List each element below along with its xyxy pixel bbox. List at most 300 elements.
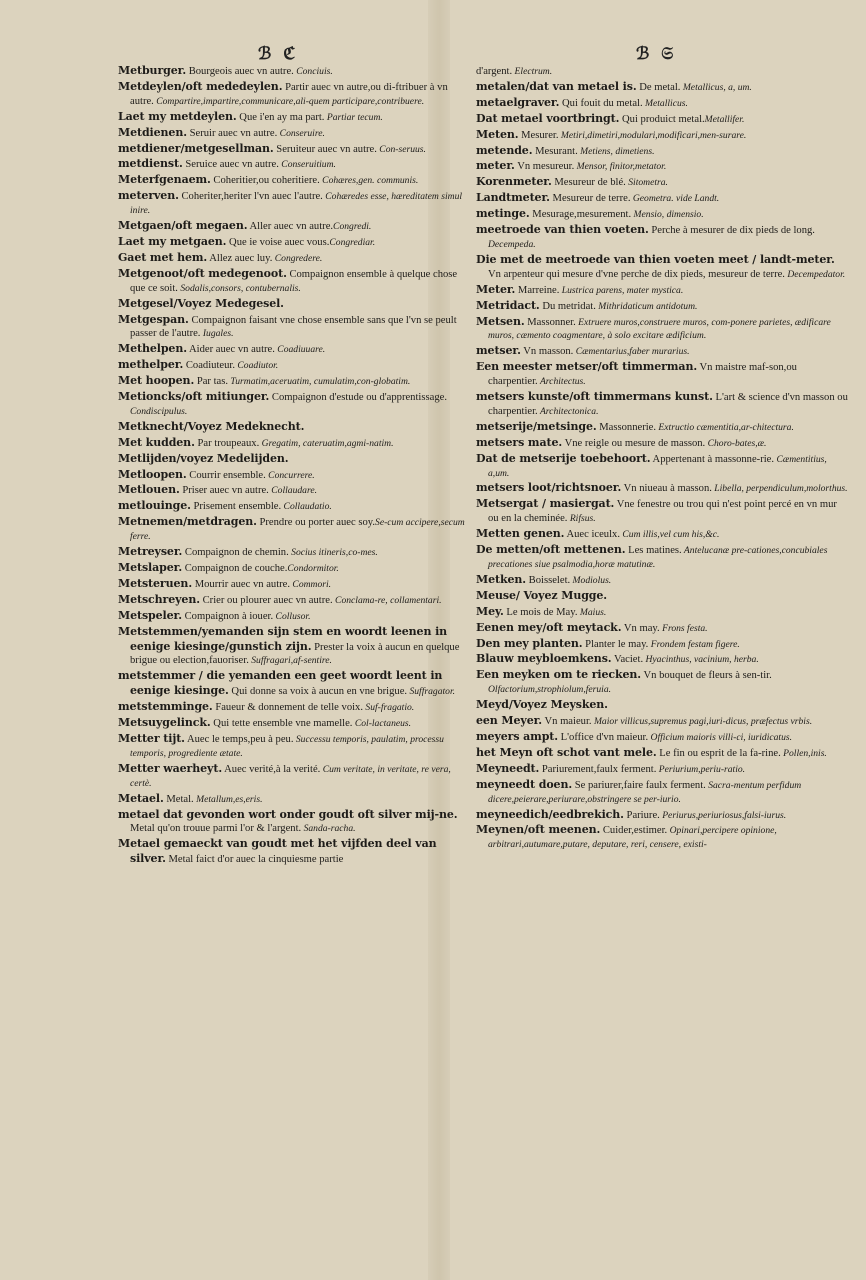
headword: metaelgraver. bbox=[476, 95, 560, 109]
latin-definition: Con-seruus. bbox=[376, 143, 426, 155]
french-definition: Massonnerie. bbox=[596, 421, 657, 433]
dictionary-entry bbox=[476, 360, 848, 389]
headword: Meten. bbox=[476, 127, 519, 141]
french-definition: Vne fenestre ou trou qui n'est point percé en vn mur ou en la cheminée. bbox=[488, 499, 837, 525]
french-definition: Coheriter,heriter l'vn auec l'autre. bbox=[178, 191, 323, 203]
french-definition: Vn niueau à masson. bbox=[621, 483, 712, 495]
latin-definition: Concurrere. bbox=[265, 469, 315, 481]
headword: Metgaen/oft megaen. bbox=[118, 219, 248, 233]
headword: meter. bbox=[476, 159, 515, 173]
dictionary-entry bbox=[476, 621, 848, 636]
dictionary-entry bbox=[476, 668, 848, 697]
french-definition: Qui tette ensemble vne mamelle. bbox=[210, 718, 353, 730]
french-definition: Coheritier,ou coheritiere. bbox=[210, 175, 320, 187]
latin-definition: Cum veritate, in veritate, re vera, certè. bbox=[130, 763, 451, 789]
french-definition: Compaignon faisant vne chose ensemble sans que l'vn se peult passer de l'autre. bbox=[130, 314, 457, 340]
headword: Laet my metgaen. bbox=[118, 234, 227, 248]
latin-definition: Metiri,dimetiri,modulari,modificari,men-surare. bbox=[558, 129, 747, 141]
dictionary-entry bbox=[118, 267, 466, 296]
headword: Metnemen/metdragen. bbox=[118, 515, 257, 529]
latin-definition: Architectonica. bbox=[537, 405, 599, 417]
dictionary-entry bbox=[118, 142, 466, 157]
dictionary-entry bbox=[118, 452, 466, 467]
french-definition: Boisselet. bbox=[526, 574, 571, 586]
french-definition: De metal. bbox=[636, 81, 681, 93]
french-definition: Auec le temps,peu à peu. bbox=[184, 733, 294, 745]
dictionary-entry bbox=[476, 637, 848, 652]
headword: Dat de metserije toebehoort. bbox=[476, 451, 651, 465]
latin-definition: Conseruitium. bbox=[278, 159, 336, 171]
french-definition: Prendre ou porter auec soy. bbox=[256, 517, 376, 529]
latin-definition: Lustrica parens, mater mystica. bbox=[559, 284, 684, 296]
french-definition: Vn may. bbox=[621, 622, 660, 634]
headword: Dat metael voortbringt. bbox=[476, 111, 620, 125]
dictionary-entry bbox=[476, 144, 848, 159]
headword: Metsteruen. bbox=[118, 576, 193, 590]
latin-definition: Col-lactaneus. bbox=[352, 718, 412, 730]
dictionary-entry bbox=[476, 128, 848, 143]
latin-definition: Gregatim, cateruatim,agmi-natim. bbox=[259, 437, 394, 449]
latin-definition: Compartire,impartire,communicare,ali-quem participare,contribuere. bbox=[153, 95, 425, 107]
french-definition: Prisement ensemble. bbox=[190, 501, 282, 513]
dictionary-entry bbox=[476, 315, 848, 344]
french-definition: Mesureur de blé. bbox=[551, 177, 626, 189]
latin-definition: Hyacinthus, vacinium, herba. bbox=[643, 654, 759, 666]
headword: Metsergat / masiergat. bbox=[476, 497, 615, 511]
latin-definition: Sodalis,consors, contubernalis. bbox=[177, 282, 301, 294]
dictionary-entry bbox=[476, 823, 848, 852]
dictionary-entry bbox=[118, 593, 466, 608]
latin-definition: Conciuis. bbox=[293, 66, 333, 77]
french-definition: Vn masson. bbox=[520, 346, 574, 358]
french-definition: Partir auec vn autre,ou di-ftribuer à vn autre. bbox=[130, 81, 448, 107]
headword: metalen/dat van metael is. bbox=[476, 79, 637, 93]
headword: metende. bbox=[476, 143, 533, 157]
headword: Mey. bbox=[476, 604, 504, 618]
dictionary-entry bbox=[476, 714, 848, 729]
french-definition: Que i'en ay ma part. bbox=[236, 111, 325, 123]
headword: metinge. bbox=[476, 207, 530, 221]
headword: Metter tijt. bbox=[118, 731, 185, 745]
headword: Metdeylen/oft mededeylen. bbox=[118, 79, 283, 93]
latin-definition: Cæmentitius, a,um. bbox=[488, 453, 827, 479]
latin-definition: Cum illis,vel cum his,&c. bbox=[620, 529, 720, 541]
latin-definition: Pollen,inis. bbox=[780, 747, 827, 759]
latin-definition: Suffragari,af-sentire. bbox=[248, 655, 332, 667]
latin-definition: Libella, perpendiculum,molorthus. bbox=[711, 483, 848, 495]
headword: Metknecht/Voyez Medeknecht. bbox=[118, 419, 305, 433]
headword: Metlijden/voyez Medelijden. bbox=[118, 451, 289, 465]
french-definition: Massonner. bbox=[524, 316, 576, 328]
french-definition: Vn maistre maf-son,ou charpentier. bbox=[488, 362, 797, 388]
headword: methelper. bbox=[118, 358, 184, 372]
headword: metstemmer / die yemanden een geet woordt leent in eenige kiesinge. bbox=[118, 669, 443, 698]
dictionary-entry bbox=[118, 561, 466, 576]
french-definition: Pariure. bbox=[623, 809, 660, 821]
french-definition: Planter le may. bbox=[582, 638, 649, 650]
dictionary-entry bbox=[118, 64, 466, 79]
latin-definition: Mithridaticum antidotum. bbox=[595, 300, 698, 312]
latin-definition: Metallicus. bbox=[642, 97, 688, 109]
dictionary-entry bbox=[118, 545, 466, 560]
latin-definition: Condiscipulus. bbox=[130, 405, 188, 417]
latin-definition: Frondem festam figere. bbox=[648, 638, 740, 650]
dictionary-entry bbox=[118, 515, 466, 544]
latin-definition: Maius. bbox=[577, 606, 607, 618]
latin-definition: Congredi. bbox=[333, 221, 372, 233]
headword: Metstemmen/yemanden sijn stem en woordt leenen in eenige kiesinge/gunstich zijn. bbox=[118, 624, 448, 653]
dictionary-entry bbox=[476, 80, 848, 95]
headword: Metschreyen. bbox=[118, 592, 200, 606]
french-definition: L'art & science d'vn masson ou charpentier. bbox=[488, 392, 848, 417]
dictionary-entry bbox=[118, 732, 466, 761]
latin-definition: Conclama-re, collamentari. bbox=[332, 594, 442, 606]
latin-definition: Congredere. bbox=[272, 252, 323, 264]
headword: Metdienen. bbox=[118, 125, 187, 139]
headword: Metgenoot/oft medegenoot. bbox=[118, 266, 287, 280]
right-column bbox=[476, 64, 848, 1264]
latin-definition: Periurium,periu-ratio. bbox=[656, 763, 746, 775]
left-column bbox=[118, 64, 466, 1254]
latin-definition: Congrediar. bbox=[329, 236, 376, 248]
headword: het Meyn oft schot vant mele. bbox=[476, 745, 657, 759]
latin-definition: Sitometra. bbox=[625, 177, 668, 189]
dictionary-entry bbox=[118, 126, 466, 141]
headword: Metslaper. bbox=[118, 561, 183, 574]
french-definition: Perche à mesurer de dix pieds de long. bbox=[648, 225, 815, 237]
headword: Meuse/ Voyez Mugge. bbox=[476, 588, 608, 602]
headword: meyneedt doen. bbox=[476, 777, 573, 791]
latin-definition: Coadiutor. bbox=[235, 360, 279, 372]
dictionary-entry bbox=[118, 700, 466, 715]
latin-definition: Metallum,es,eris. bbox=[193, 793, 263, 805]
dictionary-entry bbox=[118, 808, 466, 837]
headword: Metsen. bbox=[476, 314, 525, 328]
french-definition: Seruice auec vn autre. bbox=[182, 159, 279, 171]
french-definition: Se pariurer,faire faulx ferment. bbox=[572, 779, 706, 791]
headword: Metlouen. bbox=[118, 483, 180, 497]
french-definition: Allez auec luy. bbox=[207, 252, 273, 264]
french-definition: Compaignon ensemble à quelque chose que ce soit. bbox=[130, 268, 458, 294]
headword: Metter waerheyt. bbox=[118, 761, 223, 775]
latin-definition: Turmatim,aceruatim, cumulatim,con-globatim. bbox=[228, 376, 411, 388]
latin-definition: Metiens, dimetiens. bbox=[577, 145, 655, 157]
french-definition: Mourrir auec vn autre. bbox=[192, 578, 291, 590]
french-definition: Mesurage,mesurement. bbox=[529, 209, 632, 221]
dictionary-entry bbox=[118, 669, 466, 699]
headword: metdienst. bbox=[118, 157, 183, 171]
french-definition: Appertenant à massonne-rie. bbox=[650, 453, 775, 465]
french-definition: Metal. bbox=[163, 793, 194, 805]
french-definition: Aller auec vn autre. bbox=[247, 221, 334, 233]
dictionary-entry bbox=[476, 159, 848, 174]
headword: meyneedich/eedbrekich. bbox=[476, 807, 624, 821]
latin-definition: Socius itineris,co-mes. bbox=[288, 547, 378, 559]
dictionary-entry bbox=[118, 251, 466, 266]
french-definition: Qui produict metal. bbox=[619, 113, 705, 125]
dictionary-entry bbox=[118, 173, 466, 188]
dictionary-entry bbox=[118, 577, 466, 592]
french-definition: Compaignon d'estude ou d'apprentissage. bbox=[269, 392, 447, 404]
headword: Meynen/oft meenen. bbox=[476, 823, 601, 837]
headword: een Meyer. bbox=[476, 714, 543, 728]
french-definition: Auec verité,à la verité. bbox=[222, 763, 321, 775]
french-definition: Vn bouquet de fleurs à sen-tir. bbox=[641, 670, 772, 682]
french-definition: Vn arpenteur qui mesure d'vne perche de dix pieds, mesureur de terre. bbox=[488, 268, 785, 280]
french-definition: Metal faict d'or auec la cinquiesme partie bbox=[165, 854, 344, 866]
dictionary-entry bbox=[118, 313, 466, 342]
headword: Met kudden. bbox=[118, 435, 195, 449]
dictionary-entry bbox=[118, 792, 466, 807]
latin-definition: Geometra. vide Landt. bbox=[630, 193, 720, 205]
french-definition: Faueur & donnement de telle voix. bbox=[212, 702, 364, 714]
headword: Landtmeter. bbox=[476, 191, 550, 205]
french-definition: Le fin ou esprit de la fa-rine. bbox=[656, 747, 781, 759]
dictionary-entry bbox=[118, 358, 466, 373]
latin-definition: Collaudare. bbox=[268, 485, 317, 497]
headword: metserije/metsinge. bbox=[476, 419, 597, 433]
headword: Metridact. bbox=[476, 298, 540, 312]
latin-definition: Coadiuuare. bbox=[274, 344, 326, 356]
latin-definition: Frons festa. bbox=[659, 622, 708, 634]
latin-definition: Rifsus. bbox=[567, 513, 596, 525]
latin-definition: Periurus,periuriosus,falsi-iurus. bbox=[659, 809, 787, 821]
french-definition: Auec iceulx. bbox=[564, 529, 620, 541]
french-definition: d'argent. bbox=[476, 66, 513, 77]
dictionary-entry bbox=[476, 344, 848, 359]
headword: metdiener/metgesellman. bbox=[118, 141, 274, 155]
headword: meetroede van thien voeten. bbox=[476, 223, 649, 237]
latin-definition: Architectus. bbox=[537, 376, 586, 388]
latin-definition: Suf-fragatio. bbox=[363, 702, 415, 714]
latin-definition: Mensor, finitor,metator. bbox=[574, 161, 667, 173]
dictionary-entry bbox=[118, 420, 466, 435]
french-definition: Cuider,estimer. bbox=[600, 825, 668, 837]
french-definition: Vn mesureur. bbox=[514, 161, 575, 173]
french-definition: Qui fouit du metal. bbox=[559, 97, 643, 109]
dictionary-entry bbox=[118, 716, 466, 731]
dictionary-entry bbox=[476, 746, 848, 761]
headword: Meter. bbox=[476, 282, 516, 296]
french-definition: Compaignon de couche. bbox=[182, 563, 288, 574]
dictionary-entry bbox=[476, 175, 848, 190]
headword: Gaet met hem. bbox=[118, 250, 208, 264]
french-definition: Prester la voix à aucun en quelque brigue ou election,fauoriser. bbox=[130, 641, 460, 667]
dictionary-entry bbox=[118, 157, 466, 172]
french-definition: Par troupeaux. bbox=[194, 437, 260, 449]
latin-definition: Partiar tecum. bbox=[324, 111, 383, 123]
french-definition: Compaignon de chemin. bbox=[182, 547, 289, 559]
dictionary-entry bbox=[476, 497, 848, 526]
headword: metlouinge. bbox=[118, 499, 191, 513]
dictionary-entry bbox=[476, 778, 848, 807]
headword: metsers mate. bbox=[476, 435, 563, 449]
latin-definition: Conseruire. bbox=[277, 127, 325, 139]
latin-definition: Suffragator. bbox=[407, 686, 456, 698]
dictionary-entry bbox=[118, 468, 466, 483]
dictionary-entry bbox=[118, 483, 466, 498]
latin-definition: Electrum. bbox=[512, 66, 553, 77]
french-definition: Les matines. bbox=[625, 545, 682, 557]
headword: metser. bbox=[476, 344, 521, 358]
headword: De metten/oft mettenen. bbox=[476, 543, 626, 557]
french-definition: Seruir auec vn autre. bbox=[186, 127, 278, 139]
headword: Metloopen. bbox=[118, 467, 187, 481]
dictionary-entry bbox=[476, 96, 848, 111]
french-definition: Coadiuteur. bbox=[183, 360, 235, 372]
french-definition: Vaciet. bbox=[611, 654, 644, 666]
dictionary-entry bbox=[118, 219, 466, 234]
headword: Eenen mey/oft meytack. bbox=[476, 620, 622, 634]
dictionary-entry bbox=[476, 223, 848, 252]
headword: Metsuygelinck. bbox=[118, 716, 211, 730]
headword: Metten genen. bbox=[476, 527, 565, 541]
dictionary-entry bbox=[476, 420, 848, 435]
headword: Methelpen. bbox=[118, 342, 187, 356]
headword: Met hoopen. bbox=[118, 374, 195, 388]
dictionary-entry bbox=[118, 189, 466, 218]
left-page-header: ℬ ℭ bbox=[258, 44, 299, 64]
latin-definition: Iugales. bbox=[200, 328, 234, 340]
french-definition: Compaignon à iouer. bbox=[181, 610, 274, 622]
dictionary-entry bbox=[476, 390, 848, 419]
french-definition: Vne reigle ou mesure de masson. bbox=[562, 437, 706, 449]
headword: Metreyser. bbox=[118, 545, 183, 559]
dictionary-entry bbox=[118, 837, 466, 867]
dictionary-entry bbox=[476, 481, 848, 496]
latin-definition: Olfactorium,strophiolum,feruia. bbox=[488, 684, 612, 696]
headword: meterven. bbox=[118, 189, 179, 203]
dictionary-entry bbox=[476, 299, 848, 314]
latin-definition: Choro-bates,æ. bbox=[705, 437, 767, 449]
french-definition: Pariurement,faulx ferment. bbox=[539, 763, 657, 775]
dictionary-entry bbox=[118, 235, 466, 250]
dictionary-entry bbox=[476, 112, 848, 127]
dictionary-entry bbox=[476, 283, 848, 298]
dictionary-entry bbox=[476, 698, 848, 713]
french-definition: L'office d'vn maieur. bbox=[558, 731, 649, 743]
latin-definition: Cohæres,gen. communis. bbox=[319, 175, 419, 187]
french-definition: Du metridat. bbox=[539, 300, 596, 312]
french-definition: Par tas. bbox=[194, 376, 229, 388]
dictionary-entry bbox=[118, 762, 466, 791]
dictionary-entry bbox=[118, 80, 466, 109]
dictionary-entry bbox=[118, 499, 466, 514]
dictionary-entry bbox=[476, 191, 848, 206]
headword: meyers ampt. bbox=[476, 729, 559, 743]
dictionary-entry bbox=[476, 527, 848, 542]
french-definition: Aider auec vn autre. bbox=[186, 344, 275, 356]
french-definition: Priser auec vn autre. bbox=[179, 485, 269, 497]
headword: Meyneedt. bbox=[476, 761, 540, 775]
latin-definition: Metallicus, a, um. bbox=[680, 81, 752, 93]
latin-definition: Collusor. bbox=[273, 610, 311, 622]
headword: Meyd/Voyez Meysken. bbox=[476, 698, 608, 712]
latin-definition: Modiolus. bbox=[570, 574, 612, 586]
headword: Metael. bbox=[118, 791, 164, 805]
french-definition: Qui donne sa voix à aucun en vne brigue. bbox=[228, 686, 408, 698]
right-page-header: ℬ 𝔖 bbox=[636, 44, 677, 64]
dictionary-entry bbox=[476, 253, 848, 282]
headword: Die met de meetroede van thien voeten meet / landt-meter. bbox=[476, 252, 835, 266]
headword: Metioncks/oft mitiunger. bbox=[118, 390, 270, 404]
dictionary-entry bbox=[118, 297, 466, 312]
dictionary-entry bbox=[118, 625, 466, 669]
latin-definition: Successu temporis, paulatim, processu temporis, progrediente ætate. bbox=[130, 733, 444, 759]
french-definition: Metal qu'on trouue parmi l'or & l'argent. bbox=[130, 823, 302, 835]
latin-definition: Opinari,percipere opinione, arbitrari,autumare,putare, deputare, reri, censere, existi- bbox=[488, 825, 777, 851]
french-definition: Mesurer. bbox=[518, 129, 559, 141]
dictionary-entry bbox=[476, 589, 848, 604]
french-definition: Crier ou plourer auec vn autre. bbox=[199, 594, 333, 606]
dictionary-entry bbox=[476, 452, 848, 481]
french-definition: Mesureur de terre. bbox=[549, 193, 631, 205]
headword: Metken. bbox=[476, 572, 527, 586]
headword: metstemminge. bbox=[118, 700, 213, 714]
latin-definition: Metallifer. bbox=[704, 113, 745, 125]
headword: Metspeler. bbox=[118, 608, 182, 622]
dictionary-entry bbox=[118, 609, 466, 624]
headword: Blauw meybloemkens. bbox=[476, 652, 612, 666]
french-definition: Que ie voise auec vous. bbox=[226, 236, 330, 248]
latin-definition: Cohæredes esse, hæreditatem simul inire. bbox=[130, 191, 463, 217]
dictionary-entry bbox=[476, 436, 848, 451]
headword: metael dat gevonden wort onder goudt oft silver mij-ne. bbox=[118, 807, 458, 821]
french-definition: Vn maieur. bbox=[542, 716, 592, 728]
latin-definition: Extruere muros,construere muros, com-ponere parietes, ædificare muros, cæmento coagmentare, à solo excitare ædificium. bbox=[488, 316, 831, 342]
dictionary-entry bbox=[476, 64, 848, 79]
latin-definition: Cæmentarius,faber murarius. bbox=[573, 346, 690, 358]
dictionary-entry bbox=[476, 762, 848, 777]
dictionary-entry bbox=[476, 730, 848, 745]
headword: Een meyken om te riecken. bbox=[476, 668, 642, 682]
headword: Metael gemaeckt van goudt met het vijfden deel van silver. bbox=[118, 837, 437, 866]
dictionary-entry bbox=[476, 543, 848, 572]
french-definition: Seruiteur auec vn autre. bbox=[273, 143, 377, 155]
headword: Laet my metdeylen. bbox=[118, 109, 237, 123]
headword: Metgespan. bbox=[118, 312, 189, 326]
latin-definition: Commori. bbox=[290, 578, 332, 590]
headword: Korenmeter. bbox=[476, 175, 552, 189]
headword: metsers kunste/oft timmermans kunst. bbox=[476, 390, 713, 404]
french-definition: Bourgeois auec vn autre. bbox=[186, 66, 294, 77]
latin-definition: Sanda-racha. bbox=[301, 823, 356, 835]
latin-definition: Antelucanæ pre-cationes,concubiales precationes siue psalmodia,horæ matutinæ. bbox=[488, 545, 828, 570]
headword: metsers loot/richtsnoer. bbox=[476, 481, 622, 495]
dictionary-entry bbox=[476, 207, 848, 222]
dictionary-entry bbox=[476, 605, 848, 620]
latin-definition: Decempeda. bbox=[488, 238, 536, 250]
latin-definition: Extructio cæmentitia,ar-chitectura. bbox=[656, 421, 794, 433]
latin-definition: Condormitor. bbox=[287, 563, 339, 574]
french-definition: Mesurant. bbox=[532, 145, 578, 157]
latin-definition: Maior villicus,supremus pagi,iuri-dicus, præfectus vrbis. bbox=[591, 716, 813, 728]
french-definition: Le mois de May. bbox=[503, 606, 578, 618]
latin-definition: Sacra-mentum perfidum dicere,peierare,periurare,obstringere se per-iurio. bbox=[488, 779, 802, 805]
dictionary-entry bbox=[476, 573, 848, 588]
dictionary-entry bbox=[118, 390, 466, 419]
latin-definition: Officium maioris villi-ci, iuridicatus. bbox=[648, 731, 793, 743]
headword: Metburger. bbox=[118, 64, 187, 77]
latin-definition: Collaudatio. bbox=[281, 501, 332, 513]
french-definition: Marreine. bbox=[515, 284, 560, 296]
latin-definition: Mensio, dimensio. bbox=[631, 209, 704, 221]
dictionary-entry bbox=[476, 652, 848, 667]
dictionary-entry bbox=[118, 436, 466, 451]
french-definition: Courrir ensemble. bbox=[186, 469, 266, 481]
dictionary-entry bbox=[476, 808, 848, 823]
latin-definition: Se-cum accipere,secum ferre. bbox=[130, 517, 465, 543]
